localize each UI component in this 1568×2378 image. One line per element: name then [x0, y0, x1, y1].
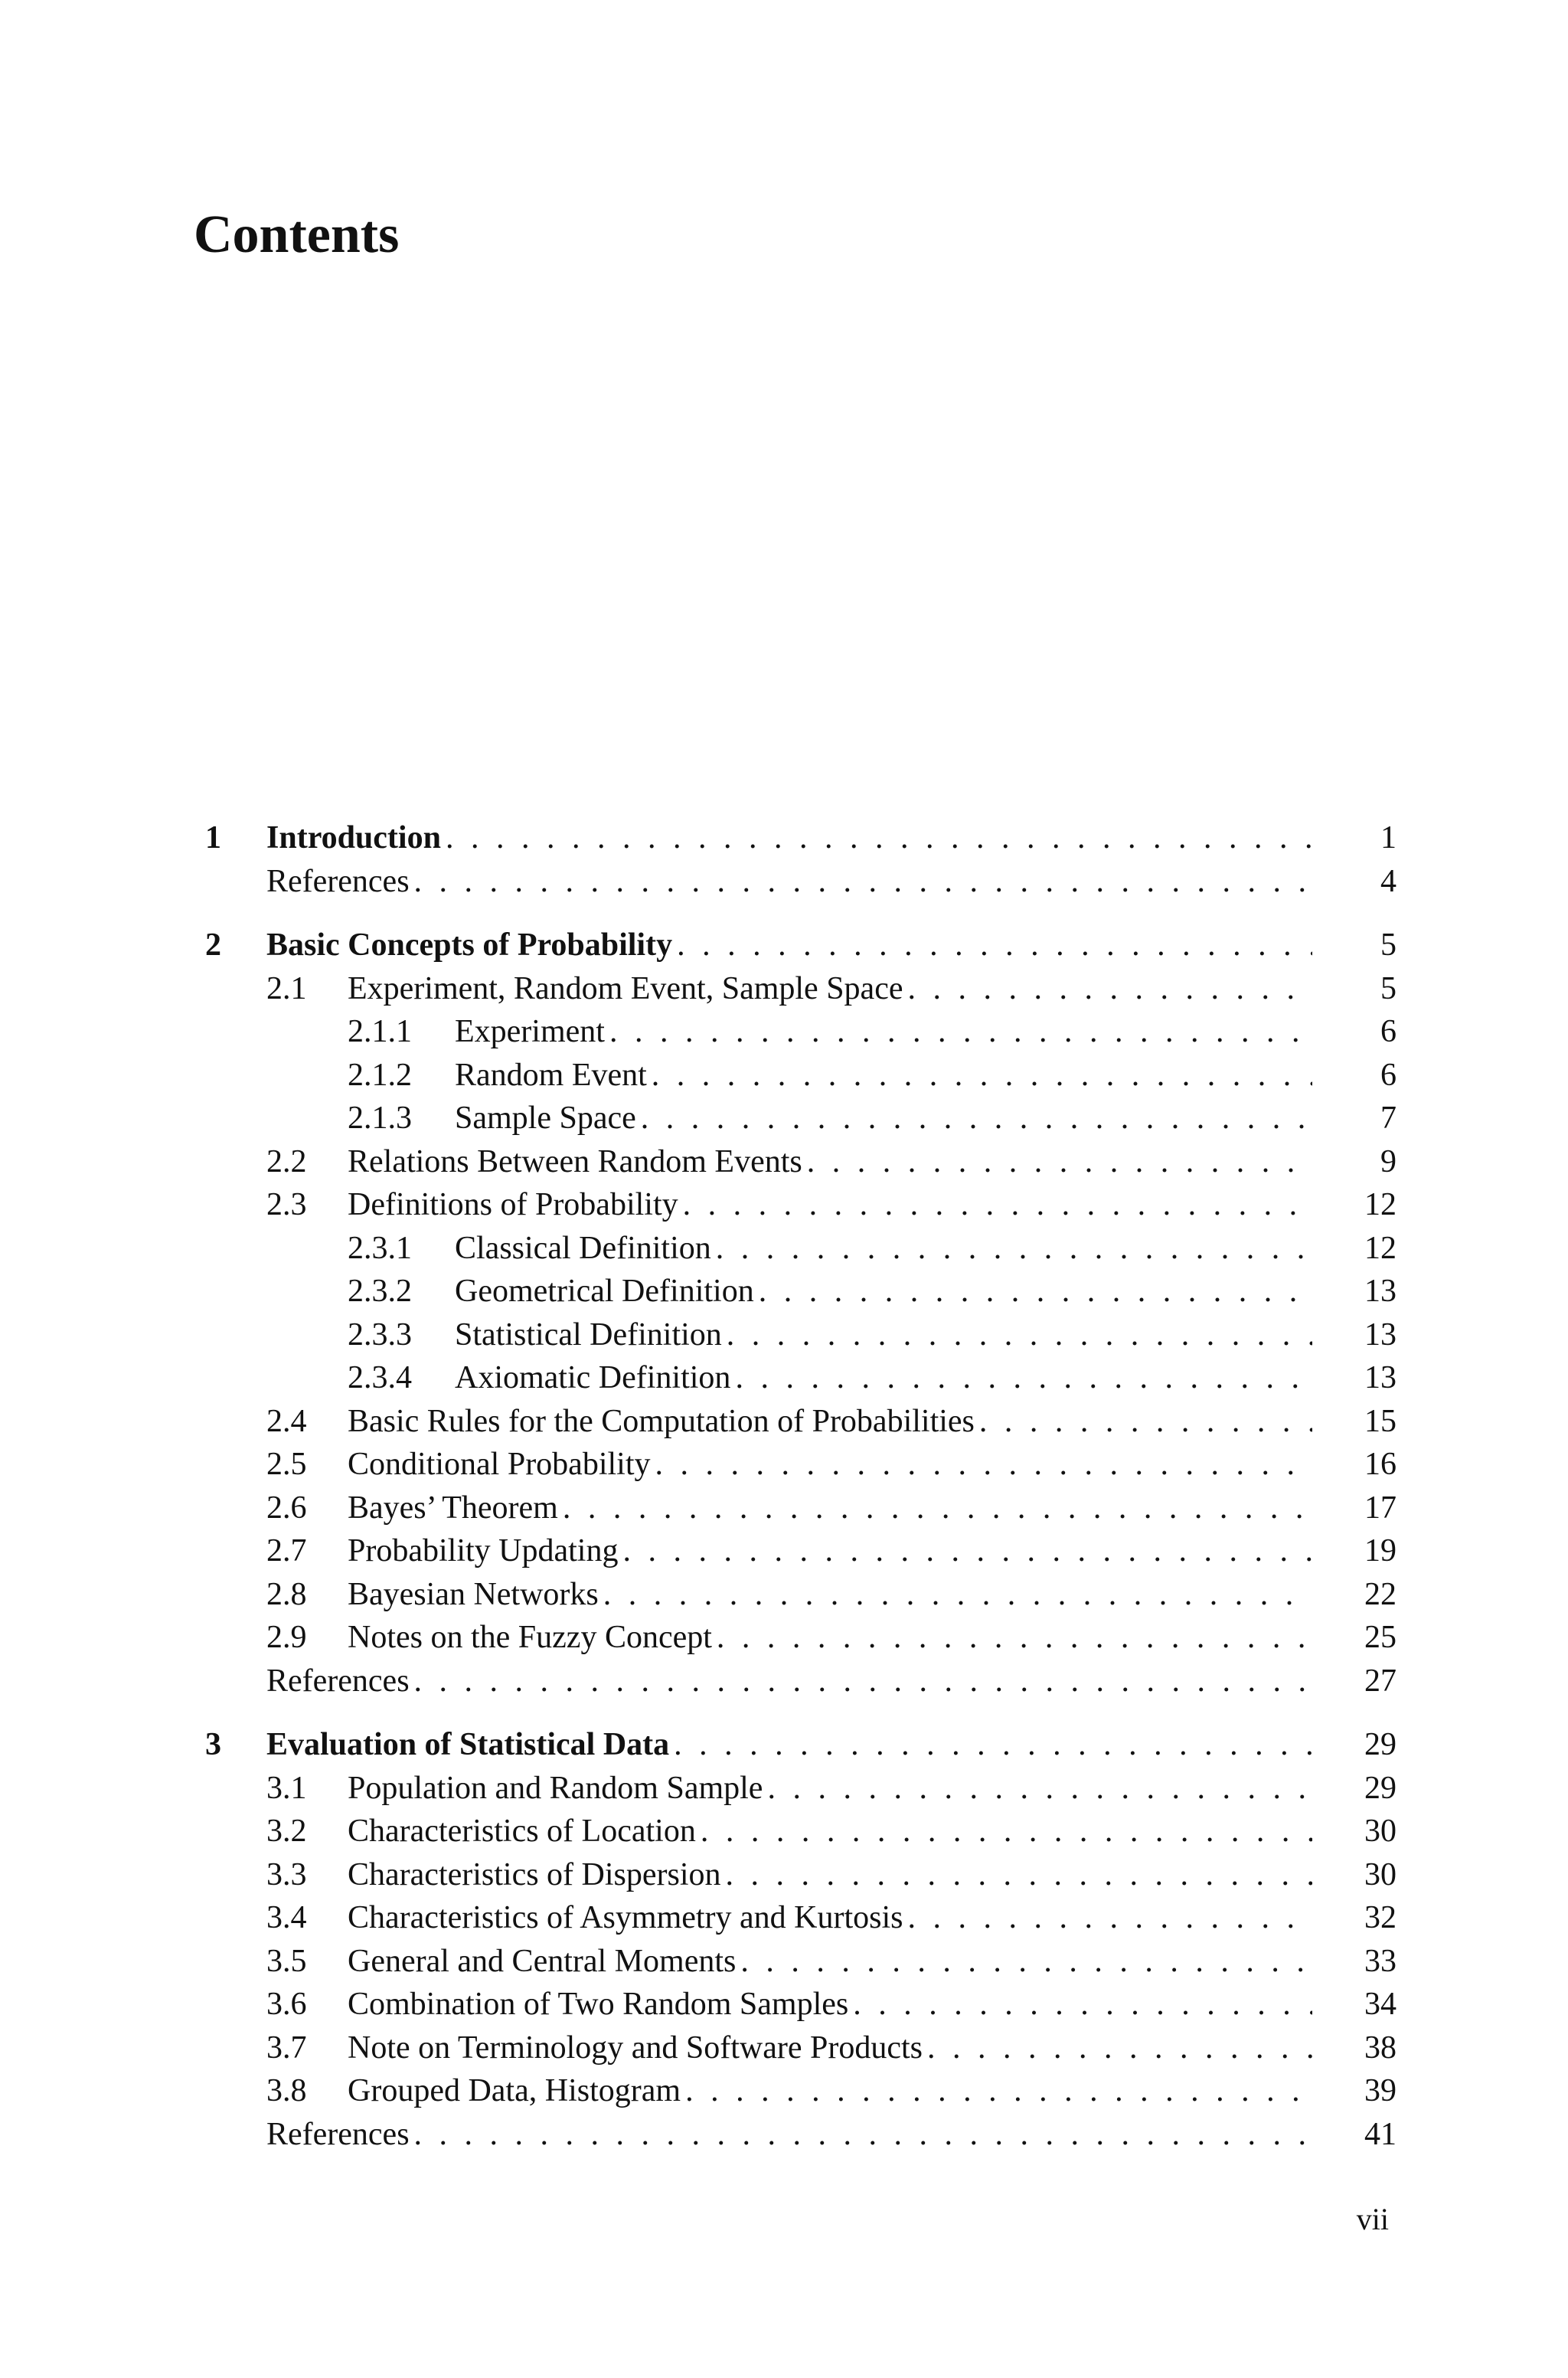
dot-leader: [603, 1573, 1312, 1617]
dot-leader: [907, 967, 1312, 1011]
toc-entry-title: Notes on the Fuzzy Concept: [348, 1620, 712, 1655]
toc-entry-number: 2.9: [266, 1620, 307, 1655]
toc-entry-title: Definitions of Probability: [348, 1187, 678, 1222]
toc-entry-page: 4: [1380, 863, 1396, 899]
dot-leader: [674, 1723, 1312, 1767]
toc-entry-section: [205, 1573, 1396, 1617]
toc-entry-subsection: [205, 1227, 1396, 1271]
toc-entry-section: [205, 1487, 1396, 1530]
toc-entry-page: 22: [1364, 1576, 1396, 1612]
dot-leader: [677, 924, 1312, 967]
dot-leader: [414, 860, 1312, 904]
toc-entry-number: 3.2: [266, 1814, 307, 1849]
toc-entry-number: 2.1.2: [348, 1057, 412, 1093]
toc-entry-page: 5: [1380, 970, 1396, 1006]
toc-entry-section: [205, 1767, 1396, 1810]
toc-entry-page: 30: [1364, 1856, 1396, 1892]
toc-entry-subsection: [205, 1356, 1396, 1400]
toc-entry-subsection: [205, 1097, 1396, 1140]
toc-entry-section: [205, 1940, 1396, 1984]
dot-leader: [807, 1140, 1312, 1184]
toc-entry-section: [205, 1896, 1396, 1940]
toc-entry-page: 13: [1364, 1360, 1396, 1395]
toc-entry-page: 1: [1380, 820, 1396, 855]
toc-entry-number: 3.8: [266, 2073, 307, 2108]
toc-entry-number: 2.1.3: [348, 1101, 412, 1136]
toc-entry-page: 5: [1380, 927, 1396, 963]
toc-entry-subsection: [205, 1313, 1396, 1357]
toc-entry-page: 41: [1364, 2116, 1396, 2152]
toc-entry-page: 38: [1364, 2030, 1396, 2066]
toc-entry-number: 3.1: [266, 1770, 307, 1806]
toc-entry-page: 29: [1364, 1727, 1396, 1762]
dot-leader: [652, 1054, 1312, 1097]
toc-entry-section: [205, 1183, 1396, 1227]
dot-leader: [727, 1313, 1312, 1357]
toc-entry-number: 2.6: [266, 1490, 307, 1526]
toc-entry-number: 2.4: [266, 1403, 307, 1439]
toc-entry-page: 7: [1380, 1101, 1396, 1136]
toc-entry-page: 27: [1364, 1663, 1396, 1699]
dot-leader: [927, 2026, 1312, 2070]
dot-leader: [740, 1940, 1312, 1984]
toc-entry-section: [205, 1443, 1396, 1487]
toc-entry-title: Characteristics of Dispersion: [348, 1856, 721, 1892]
toc-entry-title: Conditional Probability: [348, 1447, 651, 1482]
toc-entry-title: Characteristics of Location: [348, 1814, 696, 1849]
toc-entry-title: Geometrical Definition: [455, 1274, 754, 1309]
toc-entry-page: 12: [1364, 1230, 1396, 1266]
toc-entry-title: Evaluation of Statistical Data: [266, 1727, 670, 1762]
toc-entry-number: 2.3.2: [348, 1274, 412, 1309]
toc-entry-number: 3.3: [266, 1856, 307, 1892]
toc-entry-number: 3.4: [266, 1900, 307, 1935]
toc-entry-page: 17: [1364, 1490, 1396, 1526]
dot-leader: [655, 1443, 1313, 1487]
dot-leader: [641, 1097, 1312, 1140]
toc-entry-title: Relations Between Random Events: [348, 1143, 802, 1179]
toc-entry-section: [205, 1616, 1396, 1660]
toc-entry-section: [205, 2026, 1396, 2070]
dot-leader: [735, 1356, 1312, 1400]
dot-leader: [726, 1853, 1312, 1897]
toc-entry-number: 2.8: [266, 1576, 307, 1612]
toc-entry-page: 16: [1364, 1447, 1396, 1482]
dot-leader: [759, 1270, 1312, 1313]
toc-entry-subsection: [205, 1270, 1396, 1313]
toc-entry-page: 6: [1380, 1014, 1396, 1049]
toc-entry-page: 6: [1380, 1057, 1396, 1093]
toc-entry-ref: [205, 860, 1396, 904]
dot-leader: [414, 1660, 1312, 1703]
table-of-contents: [205, 816, 1396, 2156]
toc-entry-title: Introduction: [266, 820, 441, 855]
dot-leader: [622, 1529, 1312, 1573]
toc-entry-number: 2.1.1: [348, 1014, 412, 1049]
dot-leader: [446, 816, 1312, 860]
toc-entry-section: [205, 1853, 1396, 1897]
toc-entry-page: 12: [1364, 1187, 1396, 1222]
dot-leader: [767, 1767, 1312, 1810]
toc-entry-title: Combination of Two Random Samples: [348, 1987, 849, 2022]
toc-entry-title: Note on Terminology and Software Products: [348, 2030, 923, 2066]
toc-entry-subsection: [205, 1054, 1396, 1097]
toc-entry-page: 34: [1364, 1987, 1396, 2022]
toc-entry-page: 13: [1364, 1317, 1396, 1353]
page-title: Contents: [194, 205, 400, 264]
toc-entry-title: Bayesian Networks: [348, 1576, 599, 1612]
toc-entry-title: Experiment: [455, 1014, 605, 1049]
toc-entry-number: 2.5: [266, 1447, 307, 1482]
dot-leader: [685, 2069, 1312, 2113]
toc-entry-title: General and Central Moments: [348, 1943, 737, 1979]
toc-entry-number: 3: [205, 1727, 221, 1762]
toc-entry-section: [205, 2069, 1396, 2113]
toc-entry-title: Statistical Definition: [455, 1317, 722, 1353]
toc-entry-number: 3.7: [266, 2030, 307, 2066]
toc-entry-section: [205, 1400, 1396, 1444]
toc-entry-section: [205, 1529, 1396, 1573]
toc-entry-page: 29: [1364, 1770, 1396, 1806]
dot-leader: [683, 1183, 1312, 1227]
toc-entry-number: 3.5: [266, 1943, 307, 1979]
toc-entry-title: References: [266, 1663, 410, 1699]
toc-entry-page: 13: [1364, 1274, 1396, 1309]
dot-leader: [701, 1810, 1312, 1853]
toc-entry-section: [205, 967, 1396, 1011]
toc-entry-number: 2.3.4: [348, 1360, 412, 1395]
toc-entry-number: 3.6: [266, 1987, 307, 2022]
toc-entry-page: 15: [1364, 1403, 1396, 1439]
toc-entry-section: [205, 1983, 1396, 2026]
toc-entry-title: References: [266, 2116, 410, 2152]
toc-entry-title: Basic Rules for the Computation of Probabilities: [348, 1403, 975, 1439]
toc-entry-title: Bayes’ Theorem: [348, 1490, 558, 1526]
toc-entry-title: Grouped Data, Histogram: [348, 2073, 681, 2108]
toc-entry-number: 2.3.3: [348, 1317, 412, 1353]
toc-entry-title: Sample Space: [455, 1101, 636, 1136]
toc-entry-number: 2.1: [266, 970, 307, 1006]
dot-leader: [979, 1400, 1312, 1444]
toc-entry-ref: [205, 2113, 1396, 2157]
toc-entry-page: 32: [1364, 1900, 1396, 1935]
dot-leader: [908, 1896, 1312, 1940]
toc-entry-title: Random Event: [455, 1057, 647, 1093]
page-number: vii: [1356, 2202, 1389, 2236]
toc-entry-title: Axiomatic Definition: [455, 1360, 731, 1395]
toc-entry-title: Population and Random Sample: [348, 1770, 763, 1806]
toc-entry-chapter: [205, 1723, 1396, 1767]
toc-entry-page: 33: [1364, 1943, 1396, 1979]
toc-entry-section: [205, 1140, 1396, 1184]
toc-entry-chapter: [205, 924, 1396, 967]
dot-leader: [716, 1227, 1312, 1271]
toc-entry-title: Probability Updating: [348, 1533, 619, 1568]
toc-entry-section: [205, 1810, 1396, 1853]
toc-entry-number: 2.3: [266, 1187, 307, 1222]
toc-entry-number: 2.7: [266, 1533, 307, 1568]
toc-entry-page: 9: [1380, 1143, 1396, 1179]
dot-leader: [563, 1487, 1312, 1530]
toc-entry-subsection: [205, 1010, 1396, 1054]
toc-entry-number: 2.3.1: [348, 1230, 412, 1266]
dot-leader: [414, 2113, 1312, 2157]
toc-entry-title: Basic Concepts of Probability: [266, 927, 673, 963]
toc-entry-title: References: [266, 863, 410, 899]
toc-entry-page: 30: [1364, 1814, 1396, 1849]
toc-entry-page: 39: [1364, 2073, 1396, 2108]
dot-leader: [609, 1010, 1312, 1054]
dot-leader: [717, 1616, 1312, 1660]
toc-entry-ref: [205, 1660, 1396, 1703]
toc-entry-chapter: [205, 816, 1396, 860]
toc-entry-number: 1: [205, 820, 221, 855]
toc-entry-title: Experiment, Random Event, Sample Space: [348, 970, 903, 1006]
toc-entry-title: Characteristics of Asymmetry and Kurtosis: [348, 1900, 903, 1935]
toc-entry-number: 2: [205, 927, 221, 963]
toc-entry-page: 25: [1364, 1620, 1396, 1655]
toc-entry-title: Classical Definition: [455, 1230, 711, 1266]
toc-entry-page: 19: [1364, 1533, 1396, 1568]
toc-entry-number: 2.2: [266, 1143, 307, 1179]
dot-leader: [853, 1983, 1312, 2026]
